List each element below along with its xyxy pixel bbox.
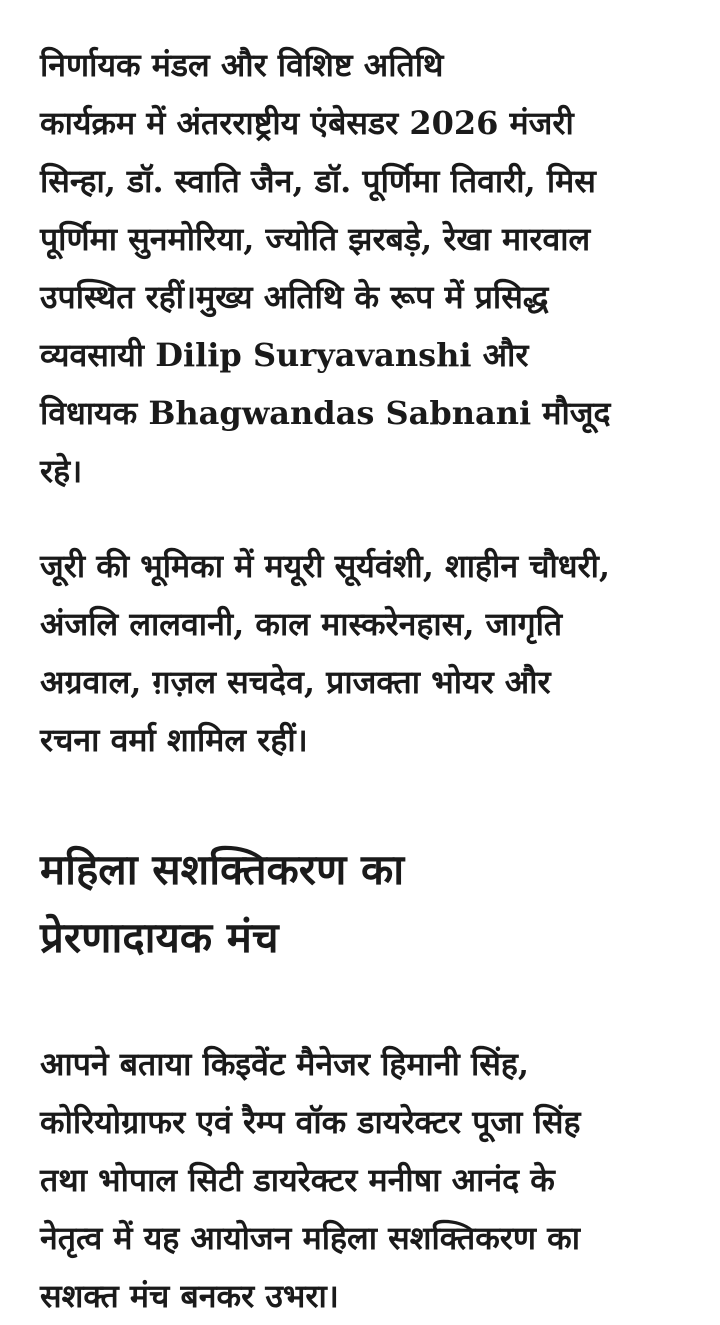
text-line: रचना वर्मा शामिल रहीं। [40, 721, 308, 759]
paragraph-organizers [40, 1035, 580, 1325]
heading-line: प्रेरणादायक मंच [40, 913, 279, 962]
section-heading [40, 836, 404, 972]
text-line: सिन्हा, डॉ. स्वाति जैन, डॉ. पूर्णिमा तिवारी, मिस [40, 162, 596, 200]
text-line: व्यवसायी Dilip Suryavanshi और [40, 336, 529, 374]
text-line: आपने बताया किइवेंट मैनेजर हिमानी सिंह, [40, 1045, 530, 1083]
text-line: सशक्त मंच बनकर उभरा। [40, 1277, 339, 1315]
text-line: कार्यक्रम में अंतरराष्ट्रीय एंबेसडर 2026 मंजरी [40, 104, 574, 142]
text-line: रहे। [40, 452, 83, 490]
text-line: निर्णायक मंडल और विशिष्ट अतिथि [40, 46, 444, 84]
text-line: जूरी की भूमिका में मयूरी सूर्यवंशी, शाहीन चौधरी, [40, 547, 611, 585]
text-line: अग्रवाल, ग़ज़ल सचदेव, प्राजक्ता भोयर और [40, 663, 551, 701]
text-line: पूर्णिमा सुनमोरिया, ज्योति झरबड़े, रेखा मारवाल [40, 220, 591, 258]
text-line: उपस्थित रहीं।मुख्य अतिथि के रूप में प्रसिद्ध [40, 278, 549, 316]
text-line: तथा भोपाल सिटी डायरेक्टर मनीषा आनंद के [40, 1161, 555, 1199]
paragraph-judges-guests [40, 36, 611, 500]
paragraph-jury [40, 537, 610, 769]
text-line: कोरियोग्राफर एवं रैम्प वॉक डायरेक्टर पूजा सिंह [40, 1103, 581, 1141]
text-line: विधायक Bhagwandas Sabnani मौजूद [40, 394, 611, 432]
heading-line: महिला सशक्तिकरण का [40, 845, 405, 894]
text-line: नेतृत्व में यह आयोजन महिला सशक्तिकरण का [40, 1219, 580, 1257]
text-line: अंजलि लालवानी, काल मास्करेनहास, जागृति [40, 605, 563, 643]
